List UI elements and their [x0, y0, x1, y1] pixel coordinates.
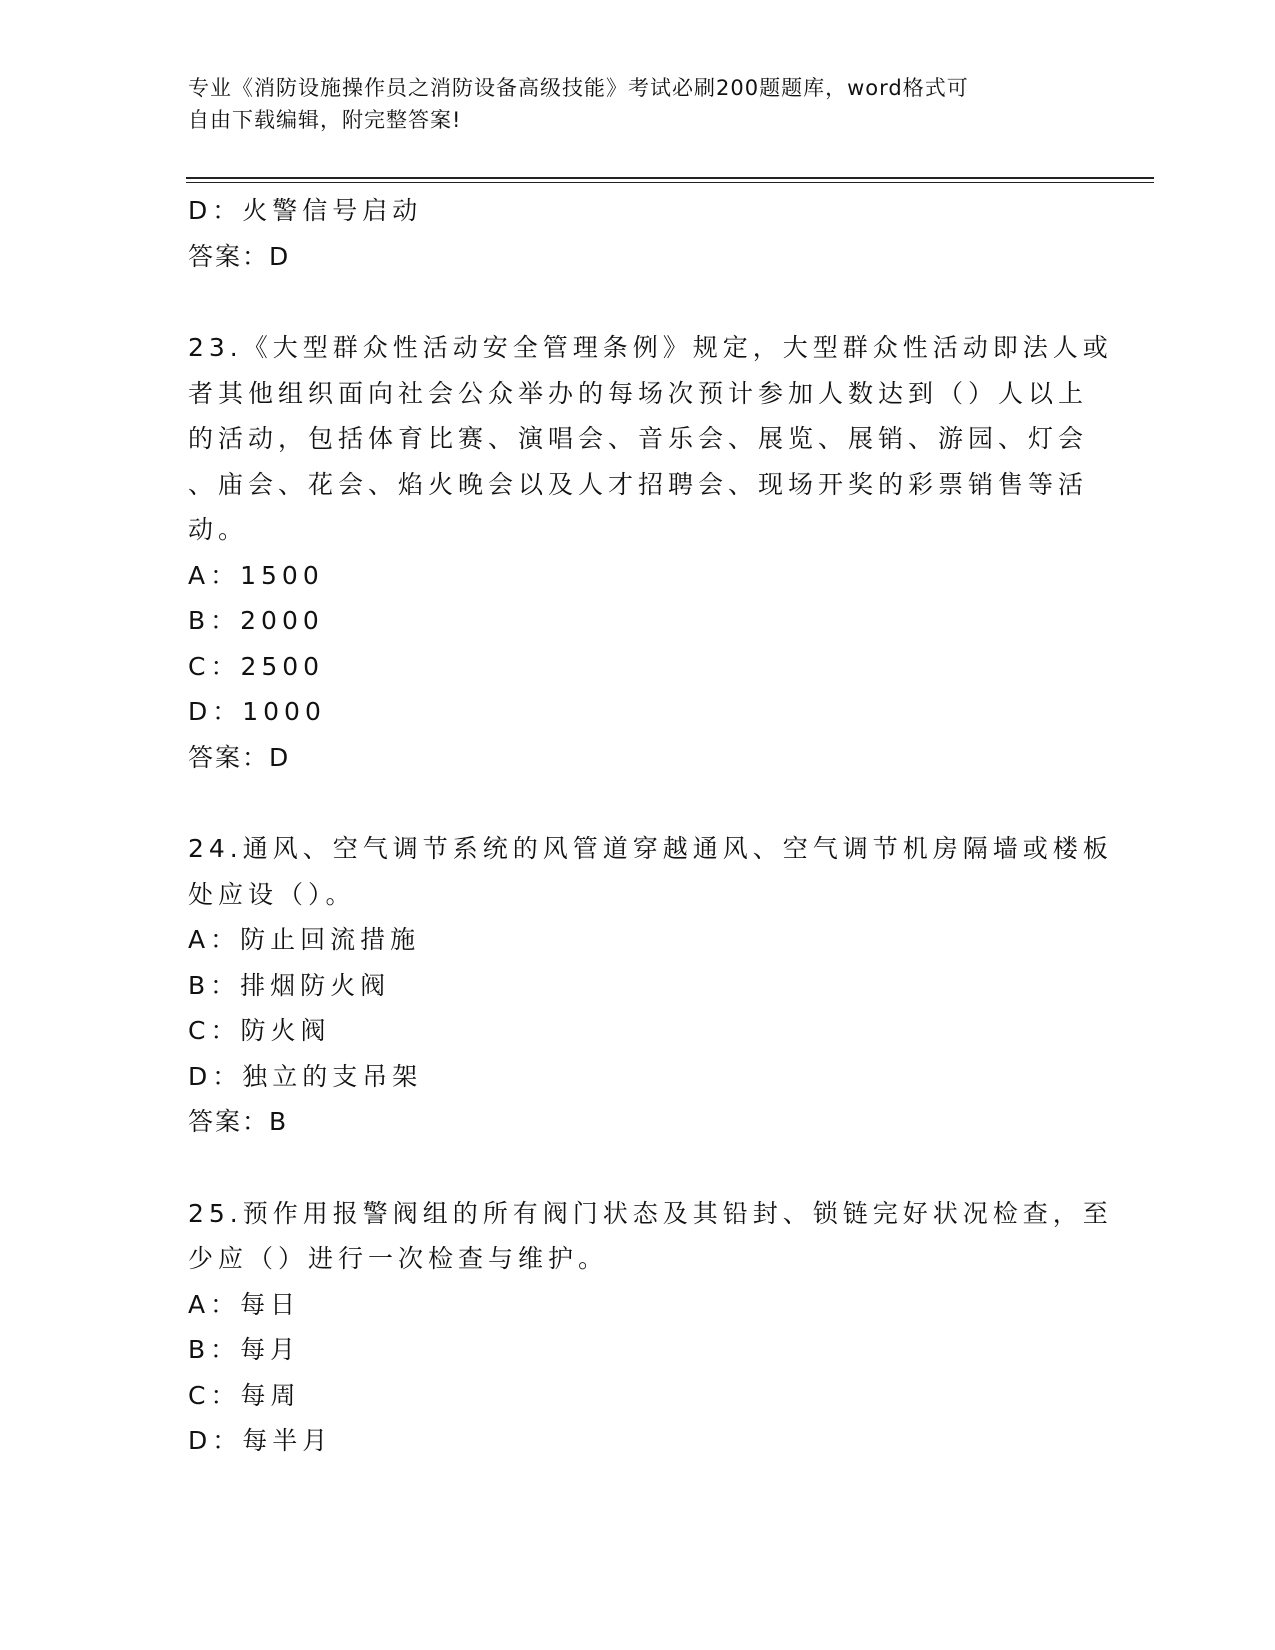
option-d: D：火警信号启动 [188, 196, 423, 225]
option-a: A：1500 [188, 560, 324, 590]
option-a: A：每日 [188, 1289, 301, 1319]
question-24 [188, 826, 1113, 1145]
header-line-1: 专业《消防设施操作员之消防设备高级技能》考试必刷200题题库，word格式可 [188, 76, 969, 100]
option-c: C：防火阀 [188, 1016, 331, 1045]
option-c: C：2500 [188, 651, 325, 681]
answer-line: 答案：D [188, 742, 291, 772]
answer-line: 答案：D [188, 241, 291, 271]
document-header [188, 72, 1068, 136]
question-stem-line: 的活动，包括体育比赛、演唱会、音乐会、展览、展销、游园、灯会 [188, 424, 1089, 453]
option-b: B：2000 [188, 606, 324, 635]
question-stem-line: 、庙会、花会、焰火晚会以及人才招聘会、现场开奖的彩票销售等活 [188, 469, 1089, 499]
option-d: D：独立的支吊架 [188, 1061, 423, 1091]
option-b: B：排烟防火阀 [188, 970, 391, 1000]
document-body [188, 188, 1113, 1464]
header-rule-thick [186, 177, 1154, 179]
header-rule-thin [186, 182, 1154, 183]
option-b: B：每月 [188, 1335, 301, 1364]
question-stem-line: 动。 [188, 515, 249, 544]
question-stem-line: 24.通风、空气调节系统的风管道穿越通风、空气调节机房隔墙或楼板 [188, 834, 1113, 863]
question-23 [188, 325, 1113, 780]
question-25 [188, 1191, 1113, 1464]
spacer [188, 780, 1088, 826]
option-d: D：1000 [188, 697, 326, 726]
question-stem-line: 25.预作用报警阀组的所有阀门状态及其铅封、锁链完好状况检查，至 [188, 1198, 1113, 1228]
question-stem-line: 少应（）进行一次检查与维护。 [188, 1244, 609, 1273]
question-stem-line: 处应设（）。 [188, 879, 356, 909]
question-stem-line: 者其他组织面向社会公众举办的每场次预计参加人数达到（）人以上 [188, 378, 1089, 408]
answer-line: 答案：B [188, 1107, 289, 1136]
question-stem-line: 23.《大型群众性活动安全管理条例》规定，大型群众性活动即法人或 [188, 333, 1113, 362]
header-line-2: 自由下载编辑，附完整答案! [188, 108, 462, 132]
spacer [188, 1145, 1088, 1191]
option-a: A：防止回流措施 [188, 925, 421, 954]
option-c: C：每周 [188, 1380, 301, 1410]
option-d: D：每半月 [188, 1426, 333, 1455]
spacer [188, 279, 1088, 325]
